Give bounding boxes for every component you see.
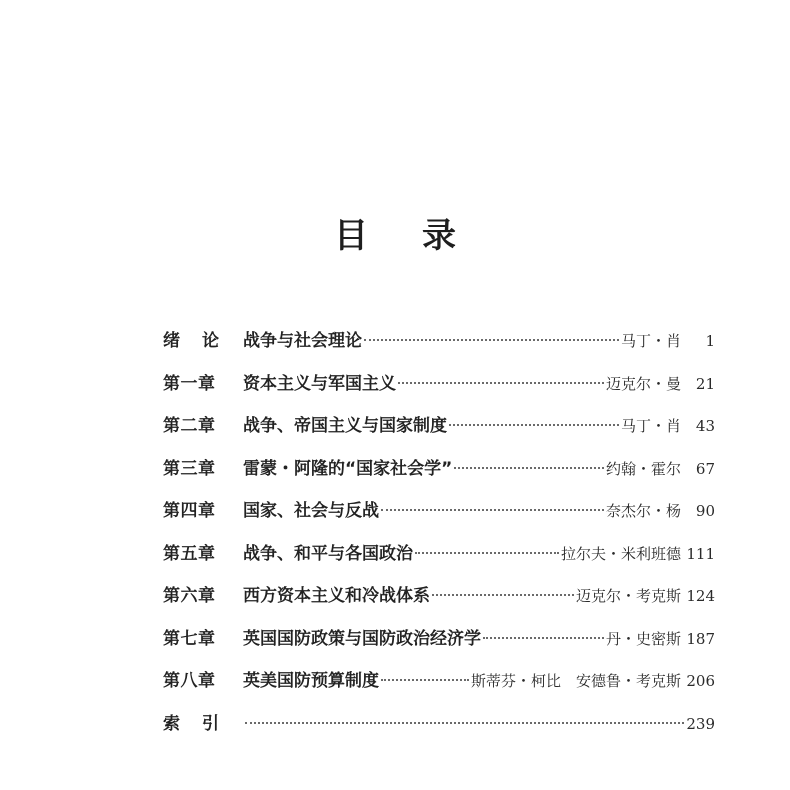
- chapter-label: 第七章: [163, 628, 216, 649]
- toc-entry[interactable]: [163, 411, 715, 454]
- toc-entry[interactable]: [163, 624, 715, 667]
- dot-leader: [245, 722, 684, 724]
- toc-entry[interactable]: [163, 709, 715, 752]
- page-number: 111: [686, 544, 715, 563]
- dot-leader: [381, 509, 604, 511]
- toc-entry[interactable]: [163, 496, 715, 539]
- toc-list: [163, 326, 715, 751]
- toc-entry[interactable]: [163, 666, 715, 709]
- page-number: 187: [686, 629, 715, 648]
- chapter-author: 约翰・霍尔: [605, 459, 681, 478]
- chapter-author: 迈克尔・曼: [605, 374, 681, 393]
- page-number: 1: [705, 332, 715, 350]
- chapter-label: 绪论: [163, 331, 241, 351]
- toc-entry[interactable]: [163, 326, 715, 369]
- chapter-author: 马丁・肖: [620, 417, 681, 435]
- dot-leader: [483, 637, 604, 639]
- chapter-title: 战争、帝国主义与国家制度: [243, 416, 447, 436]
- chapter-label: 第三章: [163, 458, 216, 479]
- chapter-author: 丹・史密斯: [605, 629, 681, 648]
- dot-leader: [449, 424, 619, 426]
- chapter-label: 第二章: [163, 416, 216, 436]
- chapter-author: 拉尔夫・米利班德: [560, 544, 681, 563]
- dot-leader: [432, 594, 574, 596]
- chapter-label: 第一章: [163, 373, 216, 394]
- chapter-title: 西方资本主义和冷战体系: [243, 586, 430, 606]
- page-number: 124: [686, 587, 715, 605]
- dot-leader: [364, 339, 619, 341]
- page-number: 43: [695, 417, 715, 435]
- chapter-label: 第五章: [163, 543, 216, 564]
- chapter-author: 马丁・肖: [620, 332, 681, 350]
- page-number: 67: [695, 459, 715, 478]
- toc-entry[interactable]: [163, 539, 715, 582]
- chapter-title: 资本主义与军国主义: [243, 373, 396, 394]
- dot-leader: [398, 382, 604, 384]
- chapter-label: 索引: [163, 713, 241, 734]
- chapter-author: 斯蒂芬・柯比 安德鲁・考克斯: [470, 672, 681, 690]
- toc-entry[interactable]: [163, 581, 715, 624]
- chapter-title: 英美国防预算制度: [243, 671, 379, 691]
- chapter-title: 战争与社会理论: [243, 331, 362, 351]
- chapter-author: 迈克尔・考克斯: [575, 587, 681, 605]
- dot-leader: [415, 552, 559, 554]
- dot-leader: [381, 679, 469, 681]
- page-number: 206: [686, 672, 715, 690]
- toc-entry[interactable]: [163, 454, 715, 497]
- page-number: 21: [695, 374, 715, 393]
- chapter-title: 英国国防政策与国防政治经济学: [243, 628, 481, 649]
- page-title: 目录: [334, 216, 510, 256]
- chapter-label: 第四章: [163, 501, 216, 521]
- page-number: 239: [686, 714, 715, 733]
- chapter-author: 奈杰尔・杨: [605, 502, 681, 520]
- chapter-title: 国家、社会与反战: [243, 501, 379, 521]
- dot-leader: [454, 467, 604, 469]
- chapter-title: 战争、和平与各国政治: [243, 543, 413, 564]
- toc-entry[interactable]: [163, 369, 715, 412]
- page-number: 90: [695, 502, 715, 520]
- chapter-label: 第六章: [163, 586, 216, 606]
- chapter-label: 第八章: [163, 671, 216, 691]
- chapter-title: 雷蒙・阿隆的“国家社会学”: [243, 458, 453, 479]
